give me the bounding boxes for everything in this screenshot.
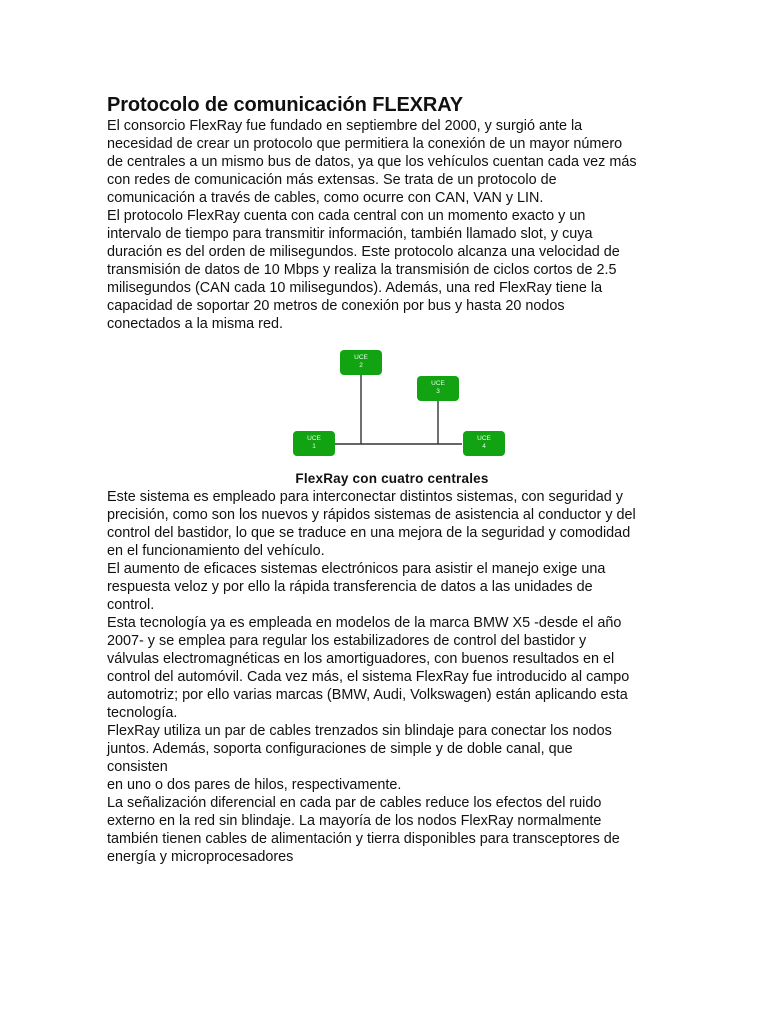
- text-line: milisegundos (CAN cada 10 milisegundos). Además, una red FlexRay tiene la: [107, 280, 603, 296]
- text-line: automotriz; por ello varias marcas (BMW, Audi, Volkswagen) están aplicando esta: [107, 687, 628, 703]
- node-number: 1: [312, 443, 316, 450]
- uce-node-1: [293, 431, 335, 456]
- node-label: UCE: [354, 354, 368, 361]
- text-line: necesidad de crear un protocolo que permitiera la conexión de un mayor número: [107, 136, 623, 152]
- text-line: El aumento de eficaces sistemas electrónicos para asistir el manejo exige una: [107, 561, 606, 577]
- bus-lines: [107, 345, 677, 465]
- text-line: externo en la red sin blindaje. La mayoría de los nodos FlexRay normalmente: [107, 813, 602, 829]
- text-line: control.: [107, 597, 155, 613]
- node-label: UCE: [431, 380, 445, 387]
- text-line: control del automóvil. Cada vez más, el sistema FlexRay fue introducido al campo: [107, 669, 630, 685]
- text-line: El consorcio FlexRay fue fundado en septiembre del 2000, y surgió ante la: [107, 118, 583, 134]
- text-line: en el funcionamiento del vehículo.: [107, 543, 325, 559]
- text-line: intervalo de tiempo para transmitir información, también llamado slot, y cuya: [107, 226, 593, 242]
- text-line: duración es del orden de milisegundos. Este protocolo alcanza una velocidad de: [107, 244, 620, 260]
- paragraph: [107, 207, 677, 333]
- node-label: UCE: [307, 435, 321, 442]
- text-line: 2007- y se emplea para regular los estabilizadores de control del bastidor y: [107, 633, 587, 649]
- text-line: comunicación a través de cables, como ocurre con CAN, VAN y LIN.: [107, 190, 544, 206]
- node-number: 4: [482, 443, 486, 450]
- text-line: control del bastidor, lo que se traduce en una mejora de la seguridad y comodidad: [107, 525, 631, 541]
- text-line: con redes de comunicación más extensas. Se trata de un protocolo de: [107, 172, 557, 188]
- text-line: capacidad de soportar 20 metros de conexión por bus y hasta 20 nodos: [107, 298, 565, 314]
- paragraph: [107, 560, 677, 614]
- uce-node-3: [417, 376, 459, 401]
- flexray-diagram: [107, 345, 677, 465]
- uce-node-2: [340, 350, 382, 375]
- paragraph: [107, 488, 677, 560]
- intro-section: [107, 117, 677, 333]
- paragraph: [107, 117, 677, 207]
- paragraph: [107, 794, 677, 866]
- text-line: en uno o dos pares de hilos, respectivamente.: [107, 777, 402, 793]
- text-line: juntos. Además, soporta configuraciones de simple y de doble canal, que: [107, 741, 573, 757]
- paragraph: [107, 614, 677, 722]
- text-line: respuesta veloz y por ello la rápida transferencia de datos a las unidades de: [107, 579, 593, 595]
- uce-node-4: [463, 431, 505, 456]
- node-label: UCE: [477, 435, 491, 442]
- text-line: transmisión de datos de 10 Mbps y realiza la transmisión de ciclos cortos de 2.5: [107, 262, 617, 278]
- text-line: El protocolo FlexRay cuenta con cada central con un momento exacto y un: [107, 208, 586, 224]
- text-line: La señalización diferencial en cada par de cables reduce los efectos del ruido: [107, 795, 602, 811]
- diagram-caption: FlexRay con cuatro centrales: [295, 471, 489, 486]
- text-line: conectados a la misma red.: [107, 316, 283, 332]
- node-number: 3: [436, 388, 440, 395]
- document-title: Protocolo de comunicación FLEXRAY: [107, 94, 464, 116]
- paragraph: [107, 722, 677, 794]
- text-line: de centrales a un mismo bus de datos, ya que los vehículos cuentan cada vez más: [107, 154, 637, 170]
- text-line: precisión, como son los nuevos y rápidos sistemas de asistencia al conductor y del: [107, 507, 636, 523]
- text-line: válvulas electromagnéticas en los amortiguadores, con buenos resultados en el: [107, 651, 615, 667]
- text-line: FlexRay utiliza un par de cables trenzados sin blindaje para conectar los nodos: [107, 723, 612, 739]
- text-line: también tienen cables de alimentación y tierra disponibles para transceptores de: [107, 831, 620, 847]
- text-line: tecnología.: [107, 705, 178, 721]
- text-line: Este sistema es empleado para interconectar distintos sistemas, con seguridad y: [107, 489, 623, 505]
- document-content: [107, 93, 677, 866]
- text-line: Esta tecnología ya es empleada en modelos de la marca BMW X5 -desde el año: [107, 615, 622, 631]
- text-line: consisten: [107, 759, 168, 775]
- body-section: [107, 488, 677, 866]
- node-number: 2: [359, 362, 363, 369]
- text-line: energía y microprocesadores: [107, 849, 294, 865]
